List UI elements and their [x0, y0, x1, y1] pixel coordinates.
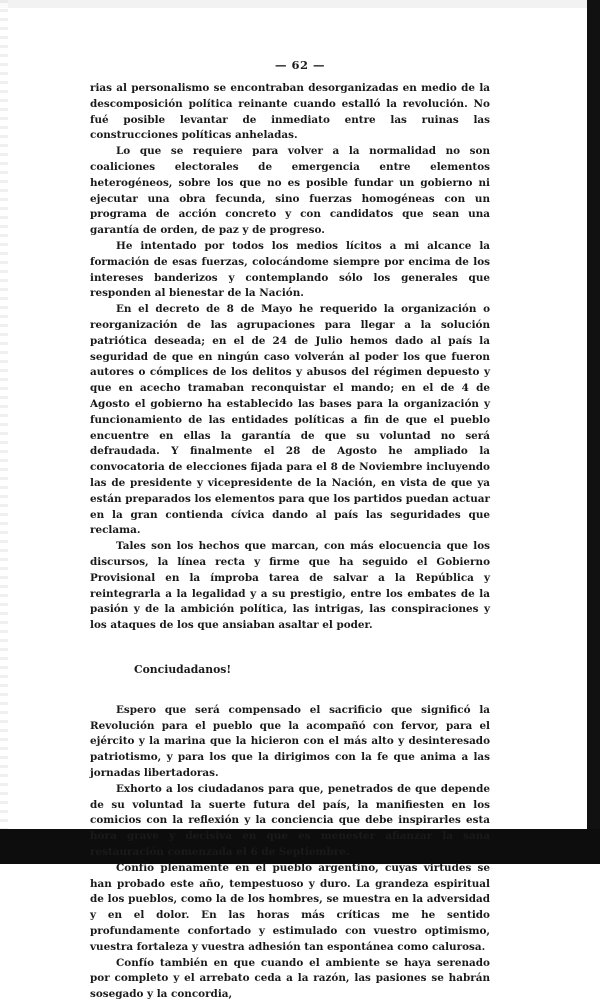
- paragraph: Espero que será compensado el sacrificio que significó la Revolución para el pueblo que la acompañó con fervor, para el ejército y la marina que la hicieron con el más alto y desinteresado patriotismo, y para los que la dirigimos con la fe que anima a las jornadas libertadoras.: [90, 703, 490, 780]
- paragraph: En el decreto de 8 de Mayo he requerido la organización o reorganización de las agrupaciones para llegar a la solución patriótica deseada; en el de 24 de Julio hemos dado al país la seguridad de que en ningún caso volverán al poder los que fueron autores o cómplices de los delitos y abusos del régimen depuesto y que en acecho tramaban reconquistar el mando; en el de 4 de Agosto el gobierno ha establecido las bases para la organización y funcionamiento de las entidades políticas a fin de que el pueblo encuentre en ellas la garantía de que su voluntad no será defraudada. Y finalmente el 28 de Agosto he ampliado la convocatoria de elecciones fijada para el 8 de Noviembre incluyendo las de presidente y vicepresidente de la Nación, en vista de que ya están preparados los elementos para que los partidos puedan actuar en la gran contienda cívica dando al país las seguridades que reclama.: [90, 303, 490, 537]
- section-heading: Conciudadanos!: [134, 662, 232, 676]
- paragraph: Tales son los hechos que marcan, con más elocuencia que los discursos, la línea recta y firme que ha seguido el Gobierno Provisional en la ímproba tarea de salvar a la República y reintegrarla a la legalidad y a su prestigio, entre los embates de la pasión y de la ambición política, las intrigas, las conspiraciones y los ataques de los que ansiaban asaltar el poder.: [90, 540, 490, 632]
- paragraph: Lo que se requiere para volver a la normalidad no son coaliciones electorales de emergencia entre elementos heterogéneos, sobre los que no es posible fundar un gobierno ni ejecutar una obra fecunda, sino fuerzas homogéneas con un programa de acción concreto y con candidatos que sean una garantía de orden, de paz y de progreso.: [90, 145, 490, 237]
- paragraph: He intentado por todos los medios lícitos a mi alcance la formación de esas fuerzas, colocándome siempre por encima de los intereses banderizos y contemplando sólo los generales que responden al bienestar de la Nación.: [90, 239, 490, 300]
- paragraph: Confío también en que cuando el ambiente se haya serenado por completo y el arrebato ceda a la razón, las pasiones se habrán sosegado y la concordia,: [90, 956, 490, 1001]
- paragraph: Exhorto a los ciudadanos para que, penetrados de que depende de su voluntad la suerte futura del país, la manifiesten en los comicios con la reflexión y la conciencia que debe inspirarles esta hora grave y decisiva en que es menester afianzar la sana restauración comenzada el 6 de Septiembre.: [90, 782, 490, 859]
- paragraph: rias al personalismo se encontraban desorganizadas en medio de la descomposición política reinante cuando estalló la revolución. No fué posible levantar de inmediato entre las ruinas las construcciones políticas anheladas.: [90, 82, 490, 142]
- scan-top-strip: [0, 0, 600, 8]
- scan-right-edge: [587, 0, 600, 864]
- scan-left-gutter: [0, 0, 8, 864]
- body-text: [90, 81, 490, 1003]
- page-number: — 62 —: [274, 58, 325, 72]
- paragraph: Confío plenamente en el pueblo argentino, cuyas virtudes se han probado este año, tempestuoso y duro. La grandeza espiritual de los pueblos, como la de los hombres, se muestra en la adversidad y en el dolor. En las horas más críticas me he sentido profundamente confortado y estimulado con vuestro optimismo, vuestra fortaleza y vuestra adhesión tan espontánea como calurosa.: [90, 861, 490, 953]
